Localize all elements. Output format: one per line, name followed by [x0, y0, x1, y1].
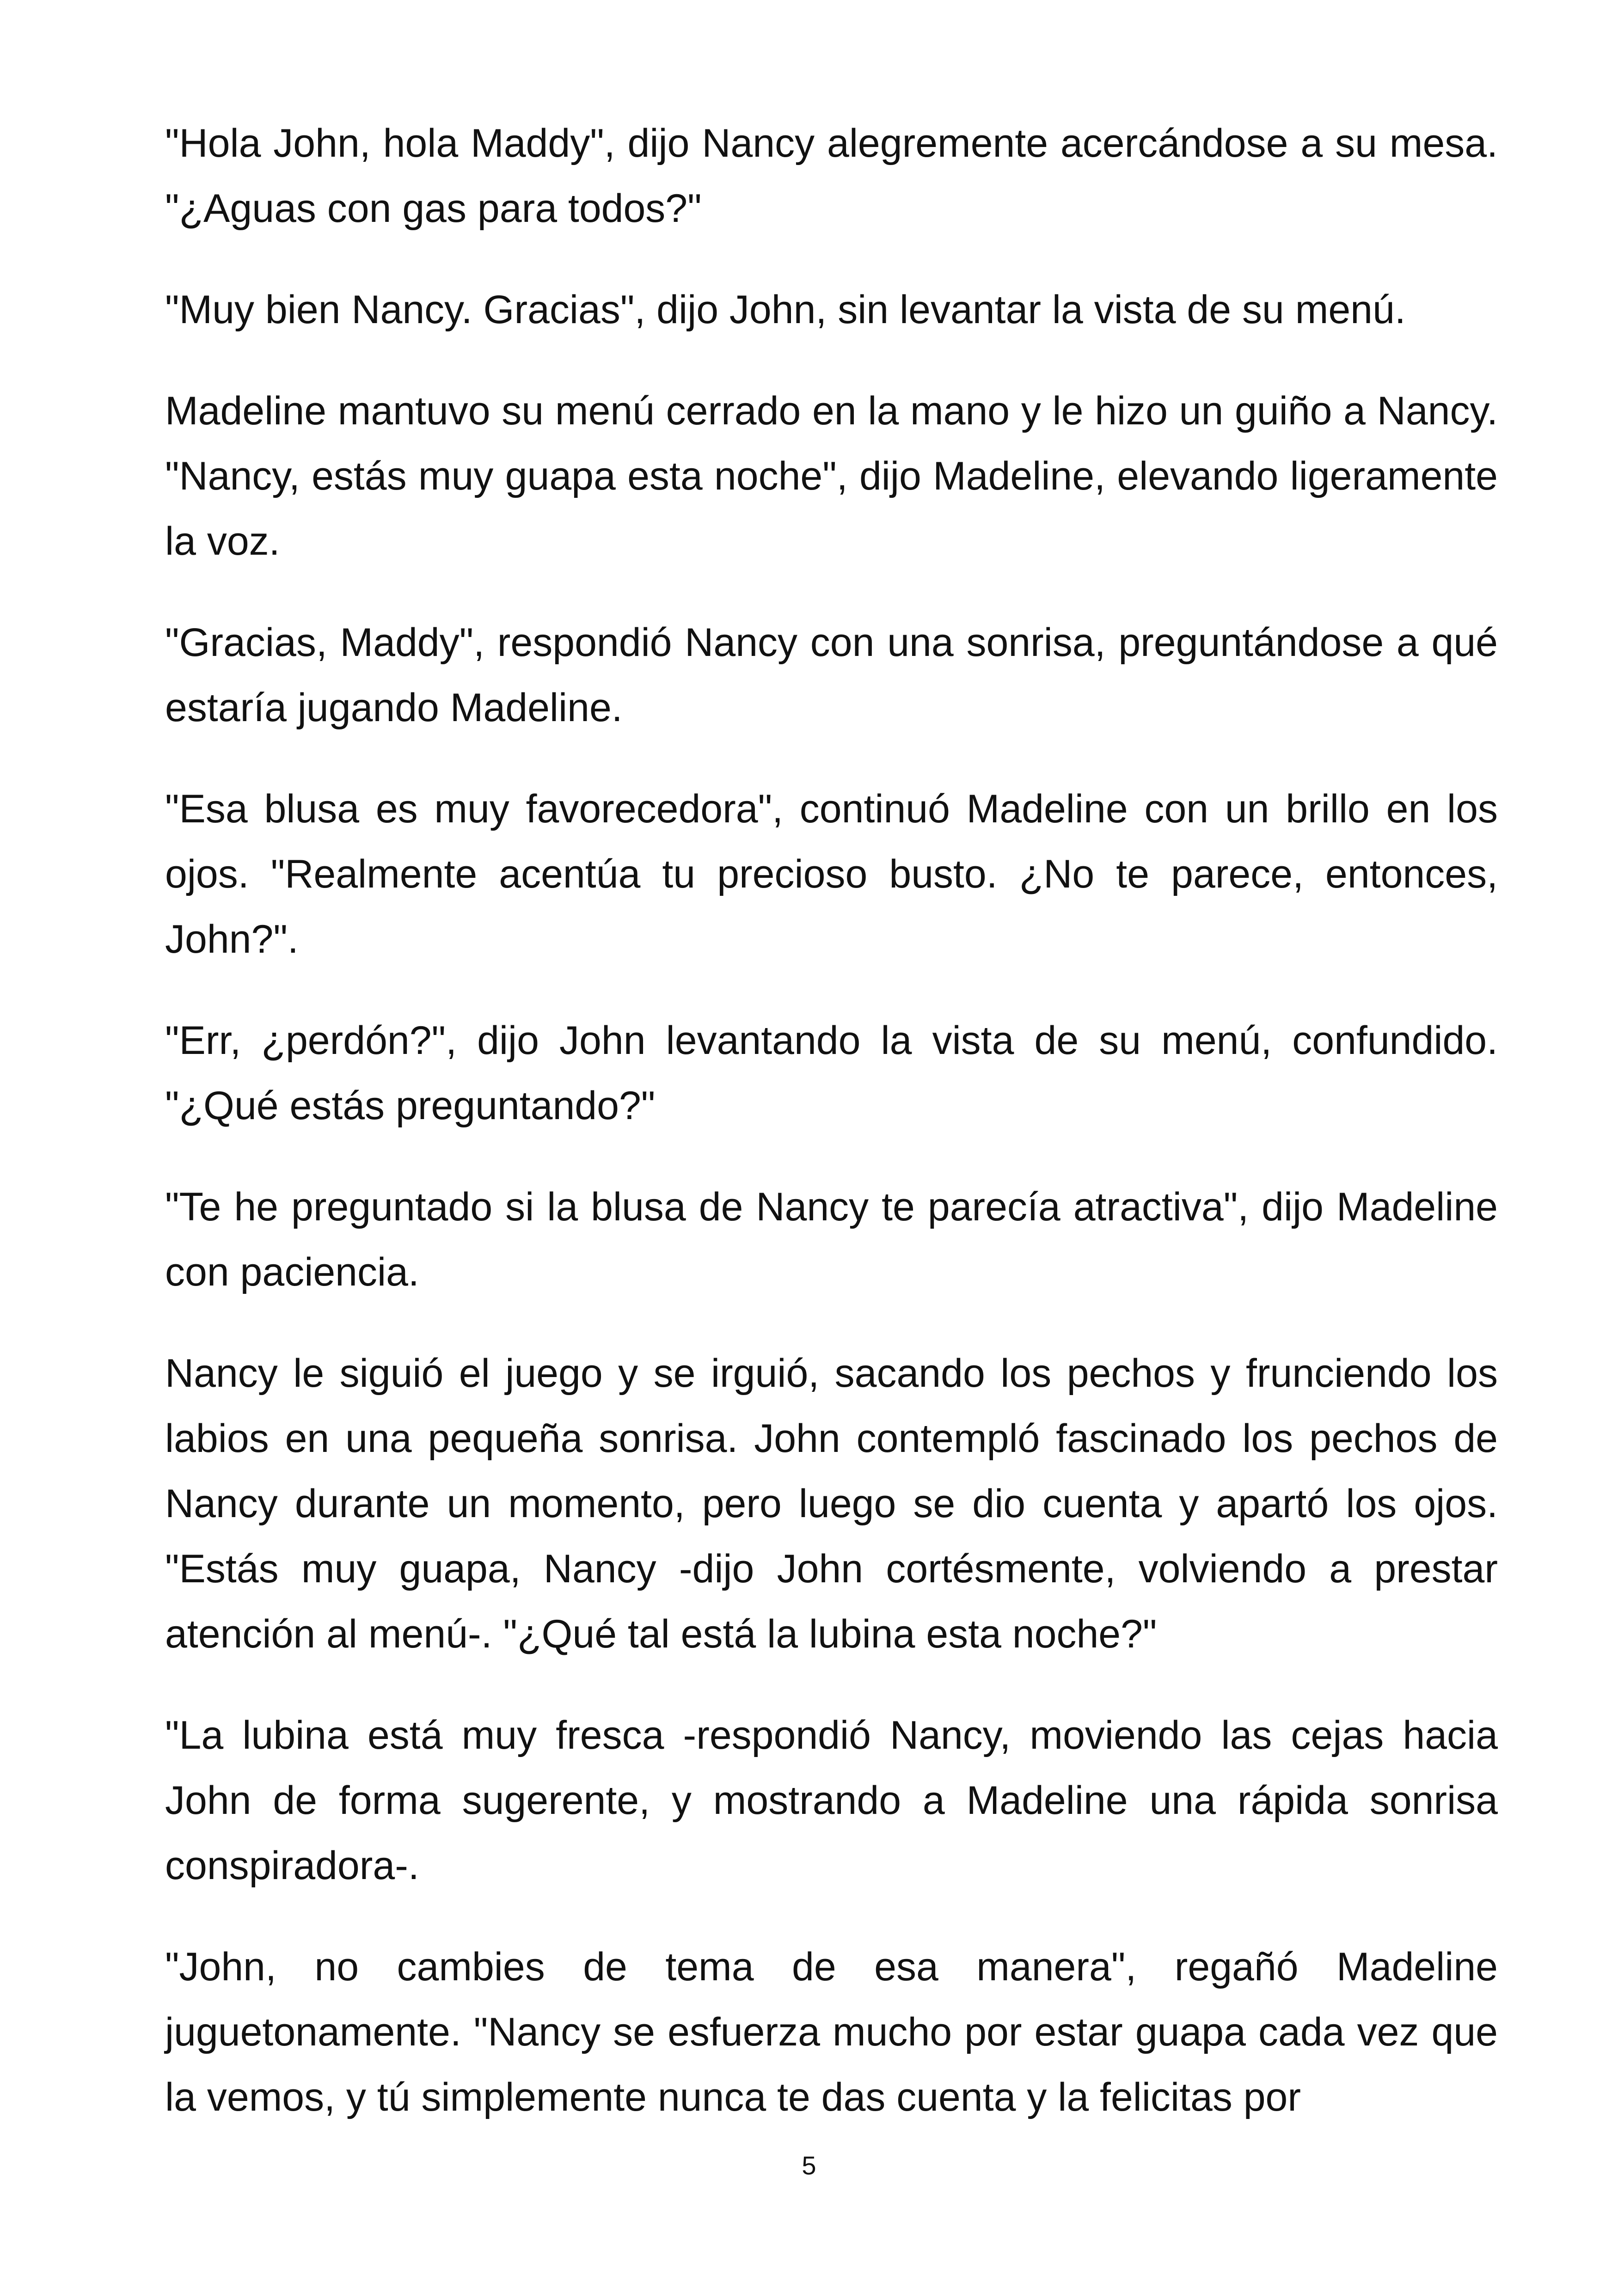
paragraph-9: "La lubina está muy fresca -respondió Nancy, moviendo las cejas hacia John de forma sugerente, y mostrando a Madeline una rápida sonrisa conspiradora-.	[165, 1713, 1498, 1888]
paragraph-2: "Muy bien Nancy. Gracias", dijo John, sin levantar la vista de su menú.	[165, 288, 1406, 332]
page-number: 5	[802, 2151, 816, 2180]
paragraph-7: "Te he preguntado si la blusa de Nancy te parecía atractiva", dijo Madeline con paciencia.	[165, 1185, 1498, 1294]
paragraph-3: Madeline mantuvo su menú cerrado en la mano y le hizo un guiño a Nancy. "Nancy, estás muy guapa esta noche", dijo Madeline, elevando ligeramente la voz.	[165, 389, 1498, 563]
paragraph-5: "Esa blusa es muy favorecedora", continuó Madeline con un brillo en los ojos. "Realmente acentúa tu precioso busto. ¿No te parece, entonces, John?".	[165, 787, 1498, 961]
paragraph-10: "John, no cambies de tema de esa manera", regañó Madeline juguetonamente. "Nancy se esfuerza mucho por estar guapa cada vez que la vemos, y tú simplemente nunca te das cuenta y la felicitas por	[165, 1945, 1498, 2119]
paragraph-6: "Err, ¿perdón?", dijo John levantando la vista de su menú, confundido. "¿Qué estás preguntando?"	[165, 1018, 1498, 1128]
paragraph-1: "Hola John, hola Maddy", dijo Nancy alegremente acercándose a su mesa. "¿Aguas con gas para todos?"	[165, 121, 1498, 231]
paragraph-4: "Gracias, Maddy", respondió Nancy con una sonrisa, preguntándose a qué estaría jugando Madeline.	[165, 620, 1498, 730]
paragraph-8: Nancy le siguió el juego y se irguió, sacando los pechos y frunciendo los labios en una pequeña sonrisa. John contempló fascinado los pechos de Nancy durante un momento, pero luego se dio cuenta y apartó los ojos. "Estás muy guapa, Nancy -dijo John cortésmente, volviendo a prestar atención al menú-. "¿Qué tal está la lubina esta noche?"	[165, 1351, 1498, 1656]
text-body	[165, 111, 1498, 2166]
